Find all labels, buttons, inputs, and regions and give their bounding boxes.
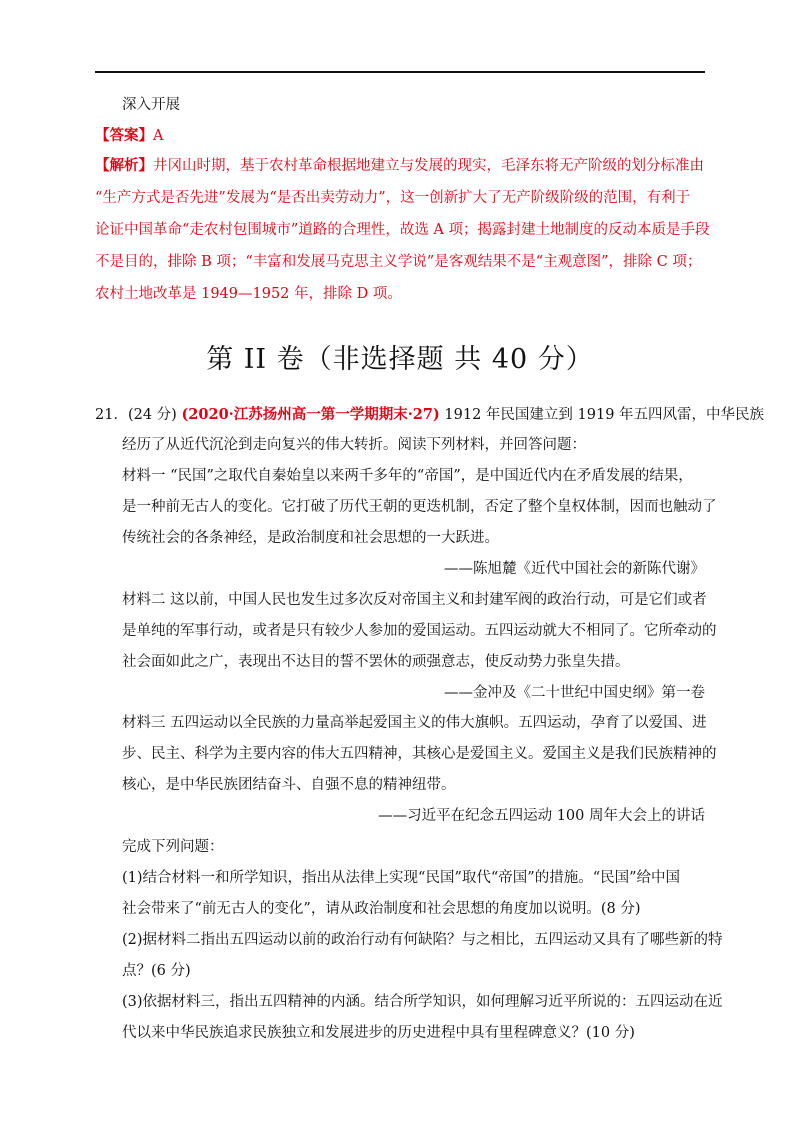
subquestion-line-6: 代以来中华民族追求民族独立和发展进步的历史进程中具有里程碑意义？(10 分) [122,1025,635,1041]
continuation-text: 深入开展 [122,97,180,113]
subquestion-line-4: 点？(6 分) [122,963,191,979]
analysis-line-1 [95,156,704,176]
material1-source: ——陈旭麓《近代中国社会的新陈代谢》 [444,561,705,577]
material2-source: ——金冲及《二十世纪中国史纲》第一卷 [444,685,705,701]
question-header [95,405,764,425]
material3-line-3: 核心，是中华民族团结奋斗、自强不息的精神纽带。 [122,777,456,793]
analysis-label: 【解析】 [95,157,153,174]
subquestion-line-2: 社会带来了“前无古人的变化”，请从政治制度和社会思想的角度加以说明。(8 分) [122,901,641,917]
question-stem-second: 经历了从近代沉沦到走向复兴的伟大转折。阅读下列材料，并回答问题： [122,437,586,453]
material3-source: ——习近平在纪念五四运动 100 周年大会上的讲话 [378,808,705,824]
question-number: 21． [95,407,128,423]
material2-line-1: 材料二 这以前，中国人民也发生过多次反对帝国主义和封建军阀的政治行动，可是它们或者 [122,592,707,608]
subquestion-line-5: (3)依据材料三，指出五四精神的内涵。结合所学知识，如何理解习近平所说的：五四运动在近 [122,994,723,1010]
analysis-line-4: 不是目的，排除 B 项；“丰富和发展马克思主义学说”是客观结果不是“主观意图”，排除 C 项； [95,254,702,270]
material1-line-1: 材料一 “民国”之取代自秦始皇以来两千多年的“帝国”，是中国近代内在矛盾发展的结果， [122,468,693,484]
answer-label: 【答案】 [95,127,153,144]
question-source: (2020·江苏扬州高一第一学期期末·27) [181,406,440,423]
header-rule [95,71,705,73]
section-title: 第 II 卷（非选择题 共 40 分） [206,344,594,375]
analysis-line-3: 论证中国革命“走农村包围城市”道路的合理性，故选 A 项；揭露封建土地制度的反动本质是手段 [95,222,710,238]
material3-line-2: 步、民主、科学为主要内容的伟大五四精神，其核心是爱国主义。爱国主义是我们民族精神的 [122,746,717,762]
material1-line-3: 传统社会的各条神经，是政治制度和社会思想的一大跃进。 [122,530,499,546]
question-score: (24 分) [127,407,177,423]
subquestion-line-3: (2)据材料二指出五四运动以前的政治行动有何缺陷？与之相比，五四运动又具有了哪些新的特 [122,932,723,948]
analysis-text: 井冈山时期，基于农村革命根据地建立与发展的现实，毛泽东将无产阶级的划分标准由 [153,158,704,174]
material2-line-2: 是单纯的军事行动，或者是只有较少人参加的爱国运动。五四运动就大不相同了。它所牵动的 [122,623,717,639]
material2-line-3: 社会面如此之广，表现出不达目的誓不罢休的顽强意志，使反动势力张皇失措。 [122,654,630,670]
subquestion-line-1: (1)结合材料一和所学知识，指出从法律上实现“民国”取代“帝国”的措施。“民国”给中国 [122,870,681,886]
material3-line-1: 材料三 五四运动以全民族的力量高举起爱国主义的伟大旗帜。五四运动，孕育了以爱国、进 [122,715,707,731]
analysis-line-5: 农村土地改革是 1949—1952 年，排除 D 项。 [95,286,402,302]
instruction: 完成下列问题： [122,839,224,855]
answer-line [95,126,163,146]
answer-value: A [153,128,164,144]
analysis-line-2: “生产方式是否先进”发展为“是否出卖劳动力”，这一创新扩大了无产阶级阶级的范围，有利于 [95,190,691,206]
material1-line-2: 是一种前无古人的变化。它打破了历代王朝的更迭机制，否定了整个皇权体制，因而也触动了 [122,499,717,515]
question-stem-first: 1912 年民国建立到 1919 年五四风雷，中华民族 [444,407,765,423]
